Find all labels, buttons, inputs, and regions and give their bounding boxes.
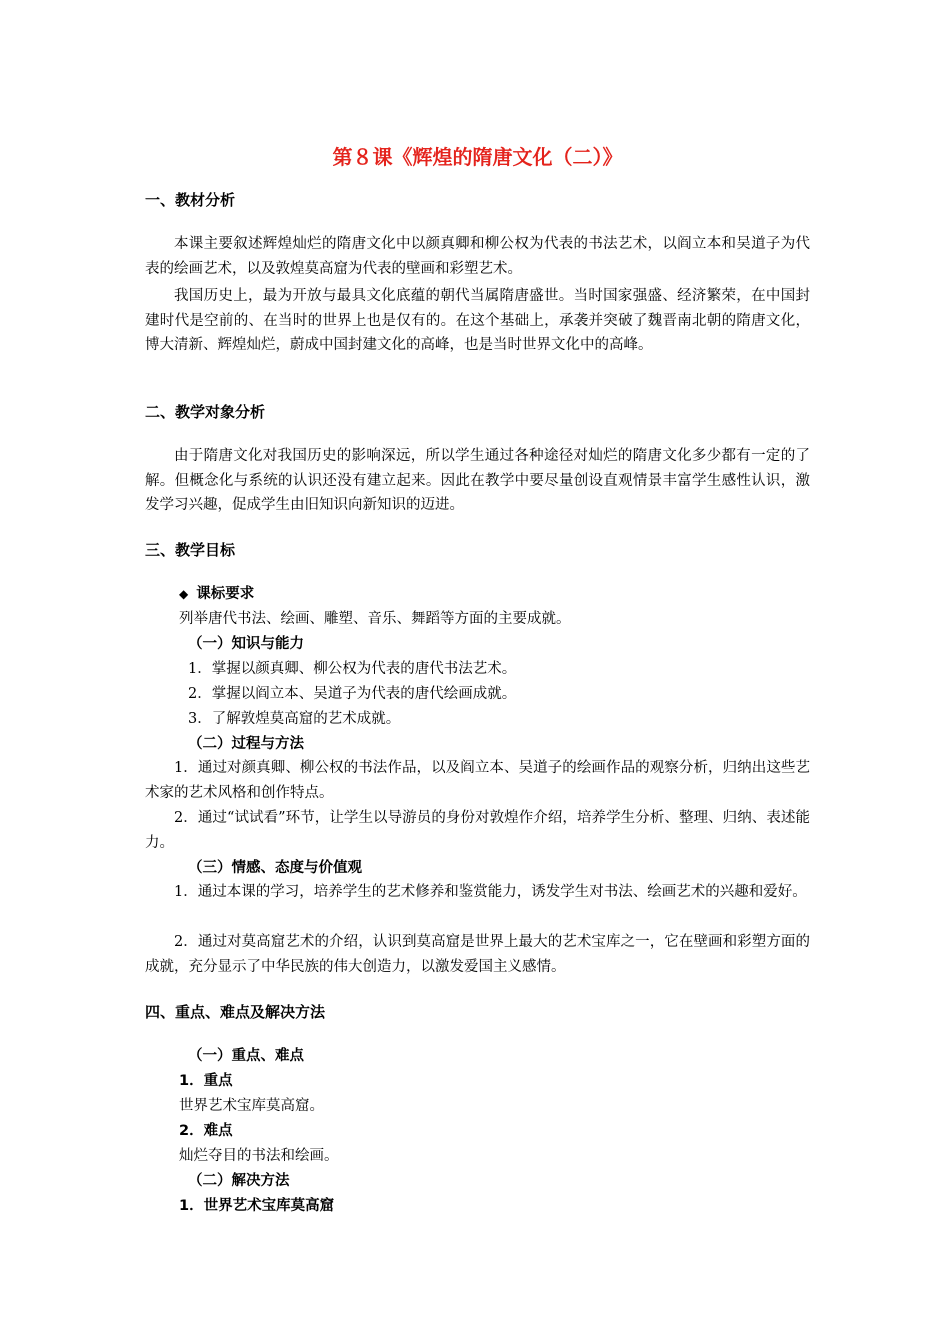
paragraph: 2．通过“试试看”环节，让学生以导游员的身份对敦煌作介绍，培养学生分析、整理、归纳、表述能力。 <box>145 810 810 851</box>
subheading-process: （二）过程与方法 <box>188 736 304 752</box>
curriculum-requirement-title: 课标要求 <box>196 586 255 602</box>
list-item: 1．掌握以颜真卿、柳公权为代表的唐代书法艺术。 <box>188 661 517 677</box>
paragraph: 1．通过本课的学习，培养学生的艺术修养和鉴赏能力，诱发学生对书法、绘画艺术的兴趣和爱好。 <box>174 884 807 900</box>
list-item: 2．掌握以阎立本、吴道子为代表的唐代绘画成就。 <box>188 686 517 702</box>
heading-student-analysis: 二、教学对象分析 <box>145 403 266 421</box>
subheading-key-difficult: （一）重点、难点 <box>188 1048 304 1064</box>
heading-textbook-analysis: 一、教材分析 <box>145 191 236 209</box>
paragraph: 2．通过对莫高窟艺术的介绍，认识到莫高窟是世界上最大的艺术宝库之一，它在壁画和彩塑方面的成就，充分显示了中华民族的伟大创造力，以激发爱国主义感情。 <box>145 934 810 975</box>
difficult-point-text: 灿烂夺目的书法和绘画。 <box>179 1148 339 1164</box>
heading-key-points: 四、重点、难点及解决方法 <box>145 1003 326 1021</box>
curriculum-requirement-heading <box>179 583 254 605</box>
solution-item-title: 1．世界艺术宝库莫高窟 <box>179 1198 335 1214</box>
paragraph: 本课主要叙述辉煌灿烂的隋唐文化中以颜真卿和柳公权为代表的书法艺术，以阎立本和吴道子为代表的绘画艺术，以及敦煌莫高窟为代表的壁画和彩塑艺术。 <box>145 236 810 277</box>
paragraph: 1．通过对颜真卿、柳公权的书法作品，以及阎立本、吴道子的绘画作品的观察分析，归纳出这些艺术家的艺术风格和创作特点。 <box>145 760 810 801</box>
key-point-title: 1．重点 <box>179 1073 233 1089</box>
subheading-knowledge: （一）知识与能力 <box>188 636 304 652</box>
list-item: 3．了解敦煌莫高窟的艺术成就。 <box>188 711 401 727</box>
lesson-title: 第８课《辉煌的隋唐文化（二）》 <box>332 145 623 169</box>
diamond-bullet-icon: ◆ <box>179 587 189 601</box>
subheading-values: （三）情感、态度与价值观 <box>188 860 362 876</box>
paragraph: 由于隋唐文化对我国历史的影响深远，所以学生通过各种途径对灿烂的隋唐文化多少都有一定的了解。但概念化与系统的认识还没有建立起来。因此在教学中要尽量创设直观情景丰富学生感性认识，激发学习兴趣，促成学生由旧知识向新知识的迈进。 <box>145 448 810 513</box>
difficult-point-title: 2．难点 <box>179 1123 233 1139</box>
subheading-solutions: （二）解决方法 <box>188 1173 290 1189</box>
heading-teaching-goals: 三、教学目标 <box>145 541 236 559</box>
curriculum-requirement-text: 列举唐代书法、绘画、雕塑、音乐、舞蹈等方面的主要成就。 <box>179 611 571 627</box>
paragraph: 我国历史上，最为开放与最具文化底蕴的朝代当属隋唐盛世。当时国家强盛、经济繁荣，在中国封建时代是空前的、在当时的世界上也是仅有的。在这个基础上，承袭并突破了魏晋南北朝的隋唐文化，博大清新、辉煌灿烂，蔚成中国封建文化的高峰，也是当时世界文化中的高峰。 <box>145 288 810 353</box>
key-point-text: 世界艺术宝库莫高窟。 <box>179 1098 324 1114</box>
